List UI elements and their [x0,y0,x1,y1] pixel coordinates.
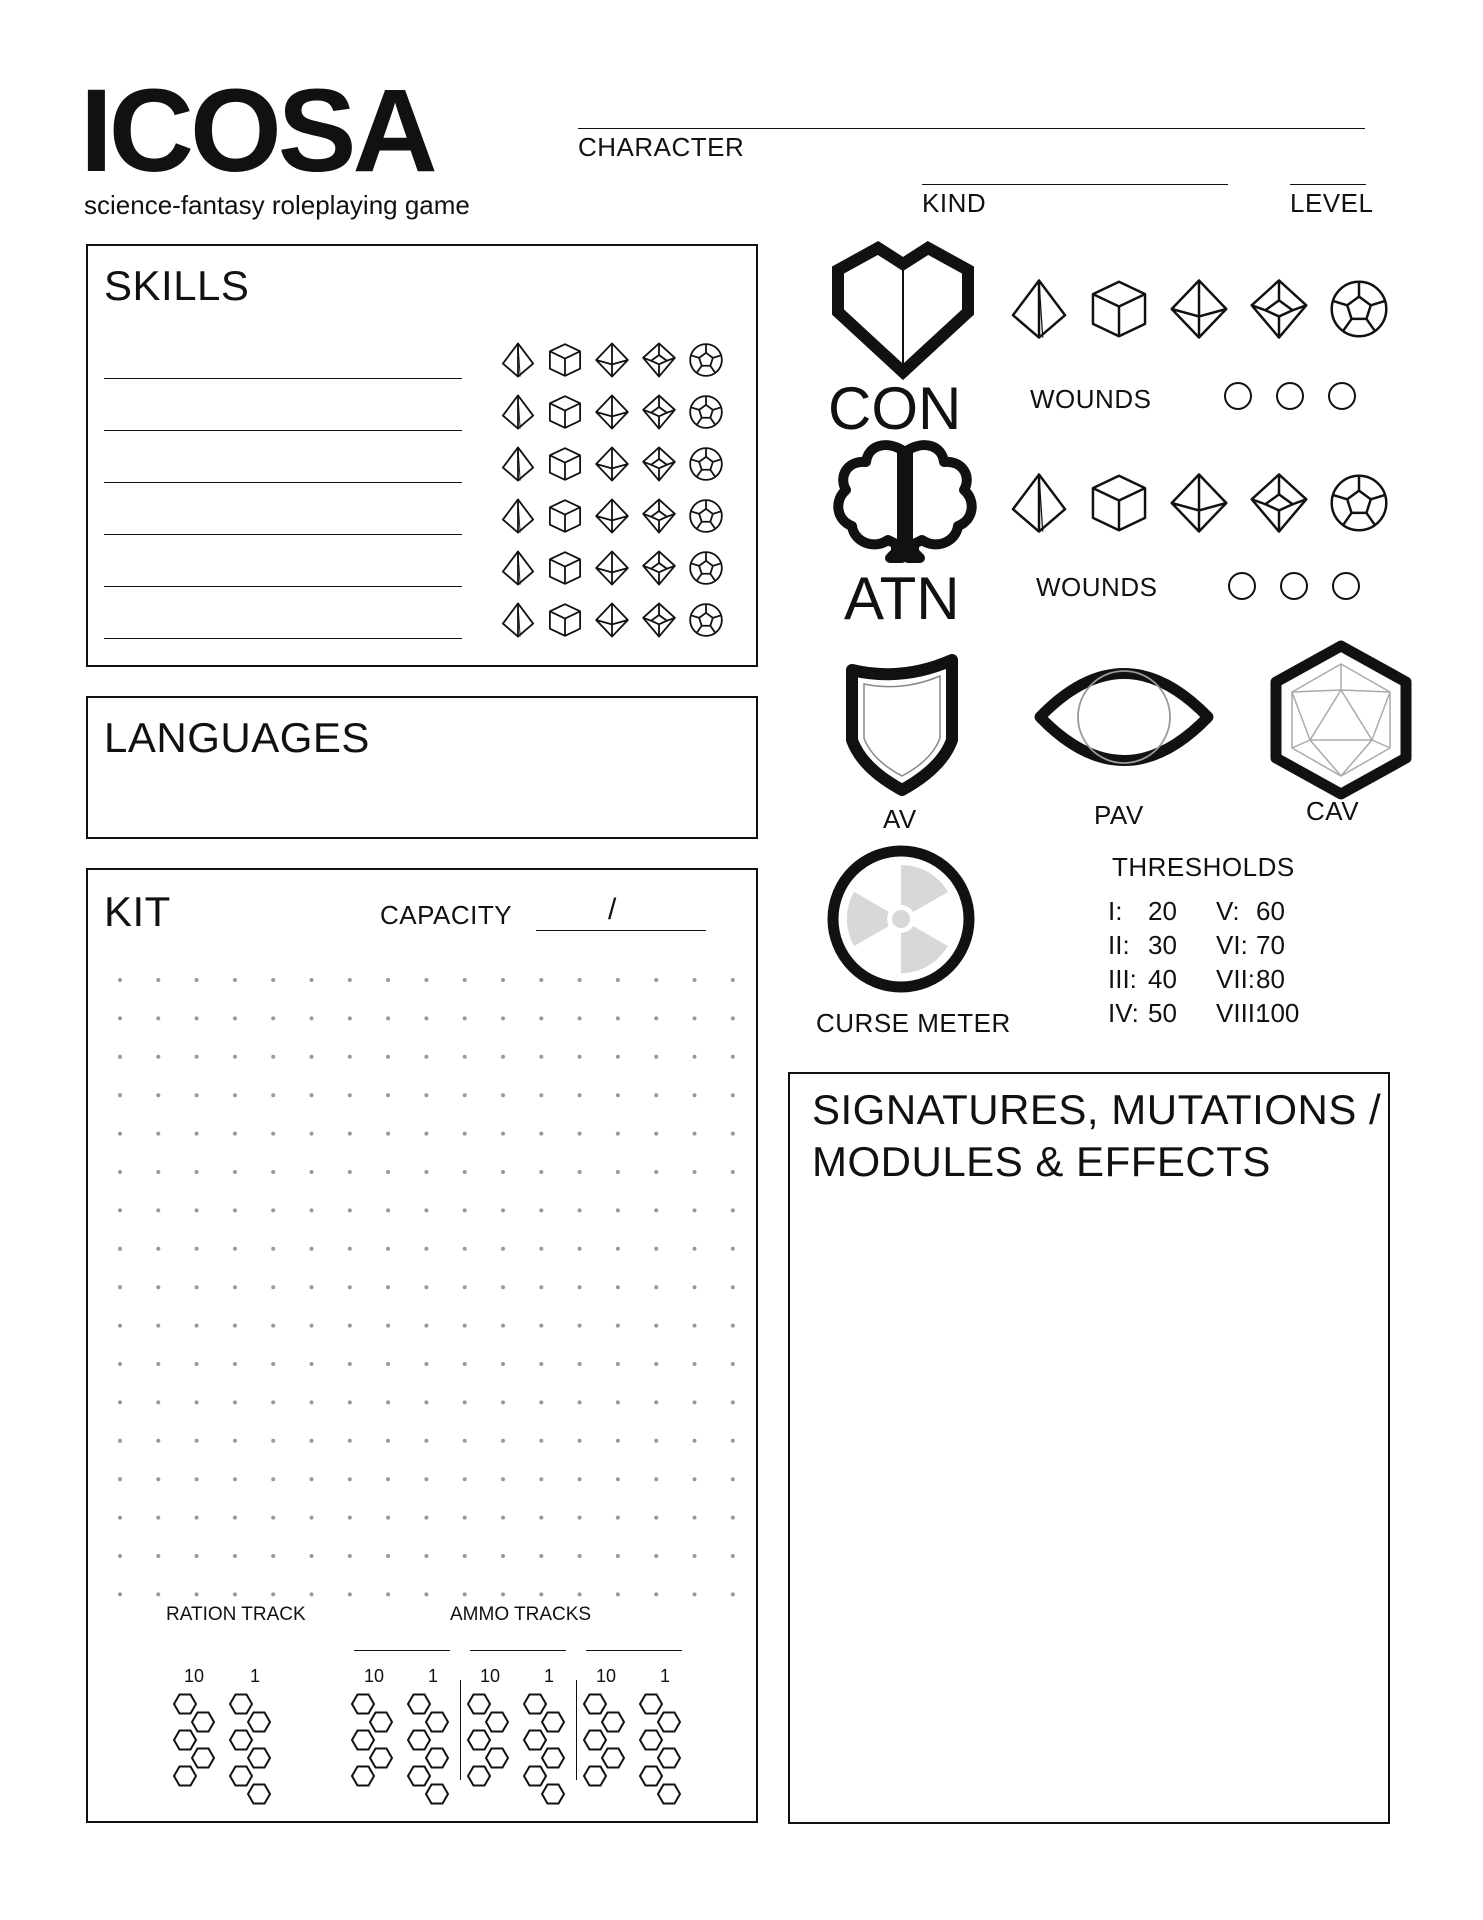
ammo-name-field[interactable] [354,1636,450,1651]
hex-column[interactable] [230,1692,270,1806]
hex-cell-icon[interactable] [542,1713,564,1732]
d4-icon[interactable] [500,446,536,482]
hex-cell-icon[interactable] [408,1695,430,1714]
atn-label: ATN [844,565,960,632]
track-number: 10 [596,1666,617,1686]
threshold-tier: I: [1108,896,1123,926]
hexagon-d20-icon[interactable] [1266,640,1416,800]
pav-label: PAV [1094,800,1144,830]
hex-cell-icon[interactable] [584,1695,606,1714]
track-number: 10 [364,1666,385,1686]
skill-name-field[interactable] [104,570,462,587]
d12-icon[interactable] [688,394,724,430]
shield-icon[interactable] [842,656,962,796]
d12-icon[interactable] [688,498,724,534]
d12-icon[interactable] [688,602,724,638]
d6-icon[interactable] [547,602,583,638]
av-label: AV [883,804,917,834]
d6-icon[interactable] [547,550,583,586]
hex-cell-icon[interactable] [468,1731,490,1750]
hex-cell-icon[interactable] [174,1731,196,1750]
hex-cell-icon[interactable] [248,1713,270,1732]
heart-icon [828,240,978,380]
d12-icon[interactable] [1328,472,1390,534]
curse-meter-label: CURSE METER [816,1008,1011,1038]
d6-icon[interactable] [547,446,583,482]
d4-icon[interactable] [500,550,536,586]
track-divider [576,1680,577,1780]
hex-column[interactable] [584,1692,624,1788]
d8-icon[interactable] [594,342,630,378]
hex-cell-icon[interactable] [640,1731,662,1750]
threshold-value: 60 [1256,896,1285,926]
ammo-tracks-label: AMMO TRACKS [450,1604,592,1625]
d10-icon[interactable] [1248,472,1310,534]
tagline: science-fantasy roleplaying game [84,190,470,220]
hex-column[interactable] [174,1692,214,1788]
d4-icon[interactable] [500,602,536,638]
level-label: LEVEL [1290,188,1374,218]
track-number: 1 [428,1666,439,1686]
hex-cell-icon[interactable] [248,1785,270,1804]
d12-icon[interactable] [688,342,724,378]
capacity-field[interactable] [536,910,706,931]
logo: ICOSA [80,65,434,197]
character-field[interactable] [578,110,1365,129]
radiation-icon[interactable] [826,844,976,994]
hex-cell-icon[interactable] [524,1731,546,1750]
threshold-value: 80 [1256,964,1285,994]
capacity-label: CAPACITY [380,900,513,930]
threshold-tier: VI: [1216,930,1248,960]
hex-cell-icon[interactable] [426,1749,448,1768]
d10-icon[interactable] [641,342,677,378]
d12-icon[interactable] [688,550,724,586]
d8-icon[interactable] [1168,278,1230,340]
threshold-value: 70 [1256,930,1285,960]
wound-circle[interactable] [1224,382,1252,410]
hex-cell-icon[interactable] [352,1695,374,1714]
hex-cell-icon[interactable] [192,1749,214,1768]
d6-icon[interactable] [547,498,583,534]
skill-name-field[interactable] [104,362,462,379]
threshold-value: 30 [1148,930,1177,960]
d8-icon[interactable] [594,394,630,430]
d8-icon[interactable] [594,550,630,586]
threshold-tier: VIII: [1216,998,1263,1028]
d8-icon[interactable] [594,446,630,482]
hex-cell-icon[interactable] [602,1749,624,1768]
wound-circle[interactable] [1332,572,1360,600]
hex-cell-icon[interactable] [248,1749,270,1768]
threshold-value: 40 [1148,964,1177,994]
threshold-tier: VII: [1216,964,1256,994]
skills-title: SKILLS [104,262,250,309]
hex-cell-icon[interactable] [352,1731,374,1750]
hex-cell-icon[interactable] [640,1695,662,1714]
character-label: CHARACTER [578,132,745,162]
hex-cell-icon[interactable] [640,1767,662,1786]
threshold-tier: V: [1216,896,1240,926]
track-number: 1 [544,1666,555,1686]
signatures-title-line2: MODULES & EFFECTS [812,1138,1271,1185]
d10-icon[interactable] [641,446,677,482]
track-divider [460,1680,461,1780]
kit-title: KIT [104,888,171,935]
wound-circle[interactable] [1328,382,1356,410]
threshold-value: 50 [1148,998,1177,1028]
hex-column[interactable] [640,1692,680,1806]
hex-cell-icon[interactable] [370,1749,392,1768]
hex-cell-icon[interactable] [584,1731,606,1750]
hex-cell-icon[interactable] [658,1749,680,1768]
hex-cell-icon[interactable] [542,1749,564,1768]
hex-cell-icon[interactable] [192,1713,214,1732]
hex-cell-icon[interactable] [426,1785,448,1804]
hex-cell-icon[interactable] [230,1767,252,1786]
hex-column[interactable] [408,1692,448,1806]
threshold-value: 100 [1256,998,1300,1028]
threshold-value: 20 [1148,896,1177,926]
hex-cell-icon[interactable] [486,1749,508,1768]
d6-icon[interactable] [1088,472,1150,534]
d6-icon[interactable] [1088,278,1150,340]
d6-icon[interactable] [547,342,583,378]
thresholds-title: THRESHOLDS [1112,852,1295,882]
wound-circle[interactable] [1276,382,1304,410]
d4-icon[interactable] [500,342,536,378]
hex-cell-icon[interactable] [408,1767,430,1786]
hex-cell-icon[interactable] [542,1785,564,1804]
hex-cell-icon[interactable] [426,1713,448,1732]
track-number: 10 [184,1666,205,1686]
d4-icon[interactable] [500,498,536,534]
hex-cell-icon[interactable] [230,1731,252,1750]
skill-name-field[interactable] [104,466,462,483]
wound-circle[interactable] [1280,572,1308,600]
eye-icon[interactable] [1034,652,1214,782]
d10-icon[interactable] [1248,278,1310,340]
track-number: 10 [480,1666,501,1686]
hex-cell-icon[interactable] [524,1695,546,1714]
track-number: 1 [250,1666,261,1686]
brain-icon [830,440,980,570]
d10-icon[interactable] [641,602,677,638]
skill-name-field[interactable] [104,518,462,535]
hex-cell-icon[interactable] [174,1695,196,1714]
hex-cell-icon[interactable] [658,1713,680,1732]
d4-icon[interactable] [500,394,536,430]
level-field[interactable] [1290,166,1366,185]
skill-name-field[interactable] [104,622,462,639]
threshold-tier: IV: [1108,998,1139,1028]
hex-column[interactable] [524,1692,564,1806]
ammo-name-field[interactable] [586,1636,682,1651]
d12-icon[interactable] [1328,278,1390,340]
languages-title: LANGUAGES [104,714,370,761]
d8-icon[interactable] [594,602,630,638]
wound-circle[interactable] [1228,572,1256,600]
con-label: CON [828,375,962,442]
kind-label: KIND [922,188,987,218]
d6-icon[interactable] [547,394,583,430]
d4-icon[interactable] [1008,472,1070,534]
d10-icon[interactable] [641,498,677,534]
d8-icon[interactable] [1168,472,1230,534]
hex-cell-icon[interactable] [468,1767,490,1786]
hex-cell-icon[interactable] [658,1785,680,1804]
d8-icon[interactable] [594,498,630,534]
kind-field[interactable] [922,166,1228,185]
d10-icon[interactable] [641,394,677,430]
d4-icon[interactable] [1008,278,1070,340]
capacity-separator: / [608,893,617,926]
signatures-title-line1: SIGNATURES, MUTATIONS / [812,1086,1382,1133]
cav-label: CAV [1306,796,1360,826]
con-wounds-label: WOUNDS [1030,384,1152,414]
hex-column[interactable] [468,1692,508,1788]
hex-cell-icon[interactable] [584,1767,606,1786]
hex-cell-icon[interactable] [524,1767,546,1786]
hex-cell-icon[interactable] [602,1713,624,1732]
track-number: 1 [660,1666,671,1686]
hex-cell-icon[interactable] [468,1695,490,1714]
d12-icon[interactable] [688,446,724,482]
hex-cell-icon[interactable] [370,1713,392,1732]
threshold-tier: III: [1108,964,1137,994]
ration-track-label: RATION TRACK [166,1604,306,1625]
ammo-name-field[interactable] [470,1636,566,1651]
hex-cell-icon[interactable] [408,1731,430,1750]
threshold-tier: II: [1108,930,1130,960]
hex-column[interactable] [352,1692,392,1788]
hex-cell-icon[interactable] [486,1713,508,1732]
d10-icon[interactable] [641,550,677,586]
hex-cell-icon[interactable] [174,1767,196,1786]
hex-cell-icon[interactable] [352,1767,374,1786]
atn-wounds-label: WOUNDS [1036,572,1158,602]
skill-name-field[interactable] [104,414,462,431]
hex-cell-icon[interactable] [230,1695,252,1714]
